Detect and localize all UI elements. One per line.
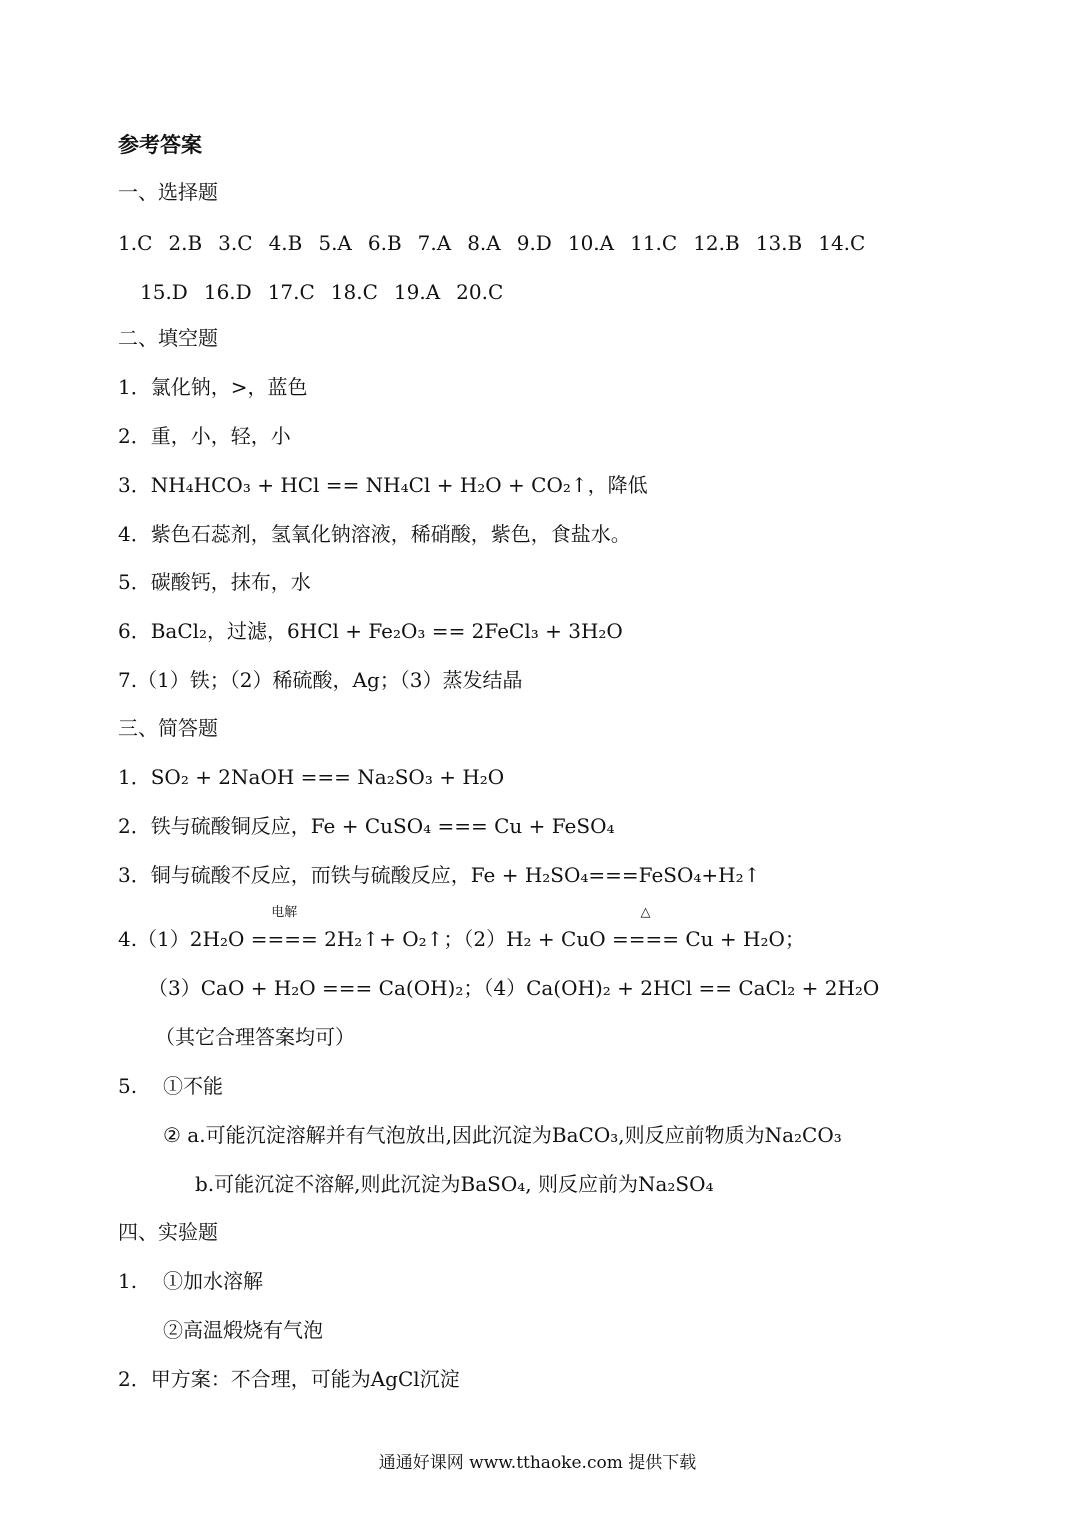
- arrow-sign-1: ====: [250, 927, 318, 951]
- short-answer-4-middle: 2H₂↑+ O₂↑；（2）H₂ + CuO: [317, 927, 612, 951]
- choice-answer: 2.B: [168, 231, 203, 255]
- choice-answer: 14.C: [818, 231, 866, 255]
- short-answer-1: 1．SO₂ + 2NaOH === Na₂SO₃ + H₂O: [118, 765, 505, 789]
- section-heading-short: 三、简答题: [118, 716, 218, 740]
- fill-answer-4: 4．紫色石蕊剂，氢氧化钠溶液，稀硝酸，紫色，食盐水。: [118, 522, 631, 546]
- short-answer-5-number: 5.: [118, 1074, 138, 1098]
- exp-answer-1-part-2: ②高温煅烧有气泡: [163, 1318, 323, 1342]
- short-answer-4-line-2: （3）CaO + H₂O === Ca(OH)₂；（4）Ca(OH)₂ + 2HCl == CaCl₂ + 2H₂O: [148, 976, 880, 1000]
- arrow-sign-2: ====: [611, 927, 679, 951]
- choice-answer: 13.B: [755, 231, 803, 255]
- heat-arrow: [611, 905, 679, 951]
- choice-answer: 15.D: [140, 280, 188, 304]
- section-heading-fill: 二、填空题: [118, 326, 218, 350]
- choice-answers-row-2: [140, 280, 519, 304]
- fill-answer-2: 2．重，小，轻，小: [118, 424, 291, 448]
- choice-answer: 3.C: [218, 231, 253, 255]
- fill-answer-1: 1．氯化钠，>，蓝色: [118, 375, 308, 399]
- exp-answer-1-part-1: ①加水溶解: [163, 1269, 263, 1293]
- choice-answer: 20.C: [456, 280, 504, 304]
- choice-answer: 12.B: [693, 231, 740, 255]
- choice-answer: 5.A: [318, 231, 352, 255]
- choice-answer: 18.C: [330, 280, 378, 304]
- fill-answer-7: 7.（1）铁；（2）稀硫酸，Ag；（3）蒸发结晶: [118, 668, 523, 692]
- exp-answer-2: 2．甲方案：不合理，可能为AgCl沉淀: [118, 1367, 460, 1391]
- choice-answer: 9.D: [516, 231, 552, 255]
- short-answer-5-part-2a: ② a.可能沉淀溶解并有气泡放出,因此沉淀为BaCO₃,则反应前物质为Na₂CO₃: [163, 1123, 842, 1147]
- choice-answer: 1.C: [118, 231, 153, 255]
- footer-credit: 通通好课网 www.tthaoke.com 提供下载: [378, 1453, 697, 1473]
- fill-answer-6: 6．BaCl₂，过滤，6HCl + Fe₂O₃ == 2FeCl₃ + 3H₂O: [118, 619, 623, 643]
- choice-answer: 10.A: [567, 231, 615, 255]
- short-answer-4-prefix: 4.（1）2H₂O: [118, 927, 251, 951]
- short-answer-4-line-1: [118, 905, 805, 951]
- exp-answer-1-number: 1.: [118, 1269, 138, 1293]
- short-answer-5-part-2b: b.可能沉淀不溶解,则此沉淀为BaSO₄, 则反应前为Na₂SO₄: [195, 1172, 714, 1196]
- page-title: 参考答案: [118, 132, 202, 157]
- short-answer-4-suffix: Cu + H₂O；: [679, 927, 805, 951]
- choice-answer: 11.C: [630, 231, 678, 255]
- choice-answers-row-1: [118, 231, 881, 255]
- electrolysis-arrow: [250, 905, 318, 951]
- choice-answer: 8.A: [467, 231, 501, 255]
- choice-answer: 6.B: [367, 231, 402, 255]
- fill-answer-3: 3．NH₄HCO₃ + HCl == NH₄Cl + H₂O + CO₂↑，降低: [118, 473, 648, 497]
- short-answer-4-note: （其它合理答案均可）: [155, 1025, 355, 1049]
- choice-answer: 17.C: [267, 280, 315, 304]
- electrolysis-condition: 电解: [271, 905, 298, 920]
- short-answer-3: 3．铜与硫酸不反应，而铁与硫酸反应，Fe + H₂SO₄===FeSO₄+H₂↑: [118, 863, 761, 887]
- short-answer-5-part-1: ①不能: [163, 1074, 223, 1098]
- choice-answer: 4.B: [268, 231, 303, 255]
- heat-condition: △: [640, 905, 651, 920]
- short-answer-2: 2．铁与硫酸铜反应，Fe + CuSO₄ === Cu + FeSO₄: [118, 814, 615, 838]
- choice-answer: 7.A: [417, 231, 452, 255]
- section-heading-choice: 一、选择题: [118, 180, 218, 204]
- section-heading-experiment: 四、实验题: [118, 1220, 218, 1244]
- choice-answer: 16.D: [203, 280, 252, 304]
- fill-answer-5: 5．碳酸钙，抹布，水: [118, 570, 311, 594]
- choice-answer: 19.A: [393, 280, 441, 304]
